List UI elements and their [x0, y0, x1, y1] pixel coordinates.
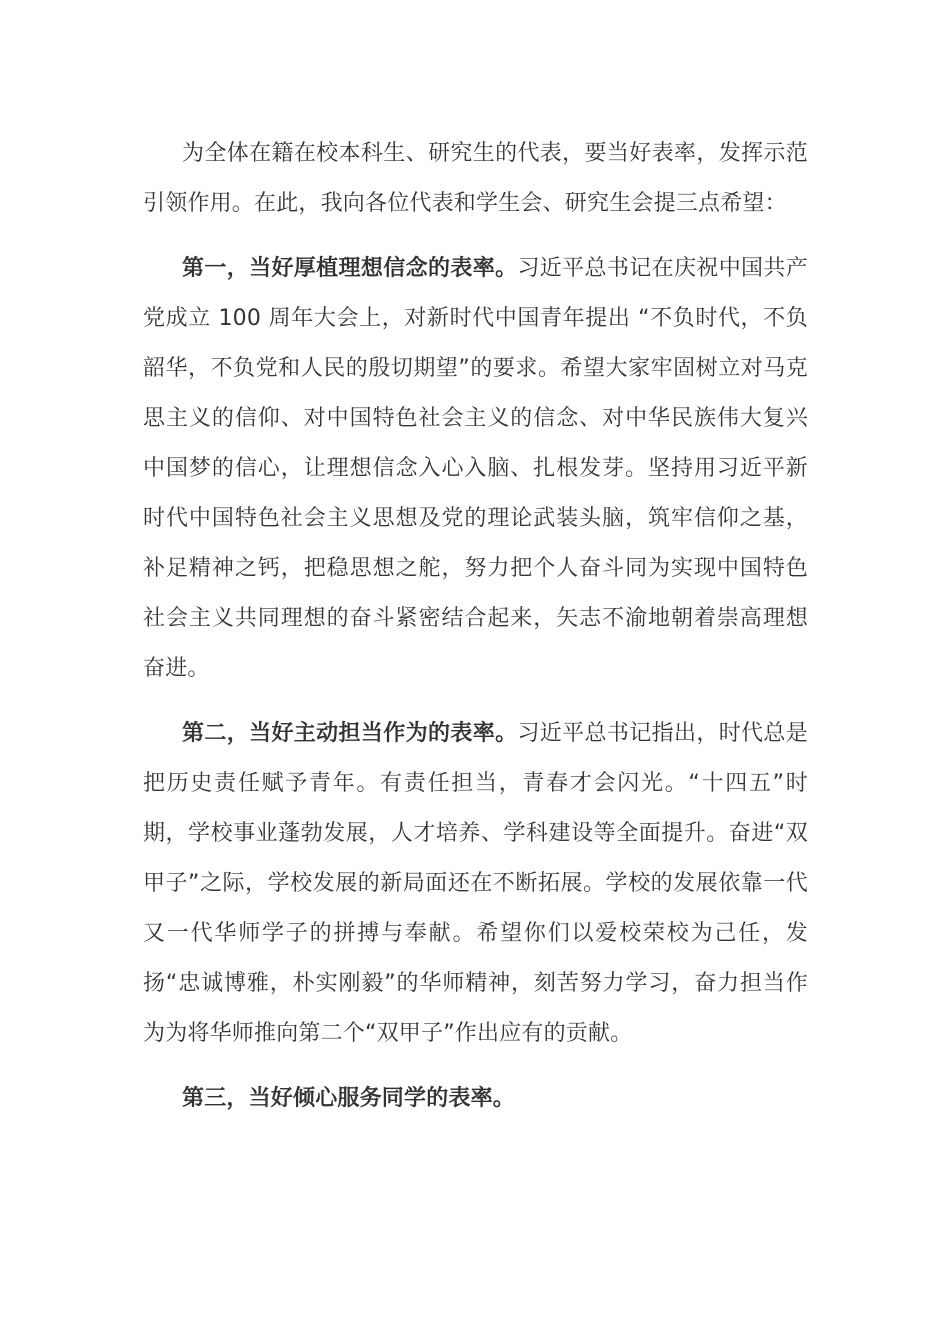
- paragraph-point-two: [143, 709, 808, 1059]
- paragraph-lead: 第二，当好主动担当作为的表率。: [182, 721, 518, 746]
- paragraph-text: 为全体在籍在校本科生、研究生的代表，要当好表率，发挥示范引领作用。在此，我向各位代表和学生会、研究生会提三点希望：: [143, 141, 808, 216]
- paragraph-lead: 第三，当好倾心服务同学的表率。: [182, 1086, 516, 1111]
- paragraph-text: 习近平总书记在庆祝中国共产党成立 100 周年大会上，对新时代中国青年提出 “不负时代，不负韶华，不负党和人民的殷切期望”的要求。希望大家牢固树立对马克思主义的信仰、对中国特色社会主义的信念、对中华民族伟大复兴中国梦的信心，让理想信念入心入脑、扎根发芽。坚持用习近平新时代中国特色社会主义思想及党的理论武装头脑，筑牢信仰之基，补足精神之钙，把稳思想之舵，努力把个人奋斗同为实现中国特色社会主义共同理想的奋斗紧密结合起来，矢志不渝地朝着崇高理想奋进。: [143, 256, 808, 681]
- paragraph-point-one: [143, 244, 808, 694]
- document-body: [143, 129, 808, 1139]
- paragraph-lead: 第一，当好厚植理想信念的表率。: [182, 256, 518, 281]
- paragraph-text: 习近平总书记指出，时代总是把历史责任赋予青年。有责任担当，青春才会闪光。“十四五”时期，学校事业蓬勃发展，人才培养、学科建设等全面提升。奋进“双甲子”之际，学校发展的新局面还在不断拓展。学校的发展依靠一代又一代华师学子的拼搏与奉献。希望你们以爱校荣校为己任，发扬“忠诚博雅，朴实刚毅”的华师精神，刻苦努力学习，奋力担当作为为将华师推向第二个“双甲子”作出应有的贡献。: [143, 721, 808, 1046]
- paragraph-point-three: [143, 1074, 808, 1124]
- paragraph-intro: [143, 129, 808, 229]
